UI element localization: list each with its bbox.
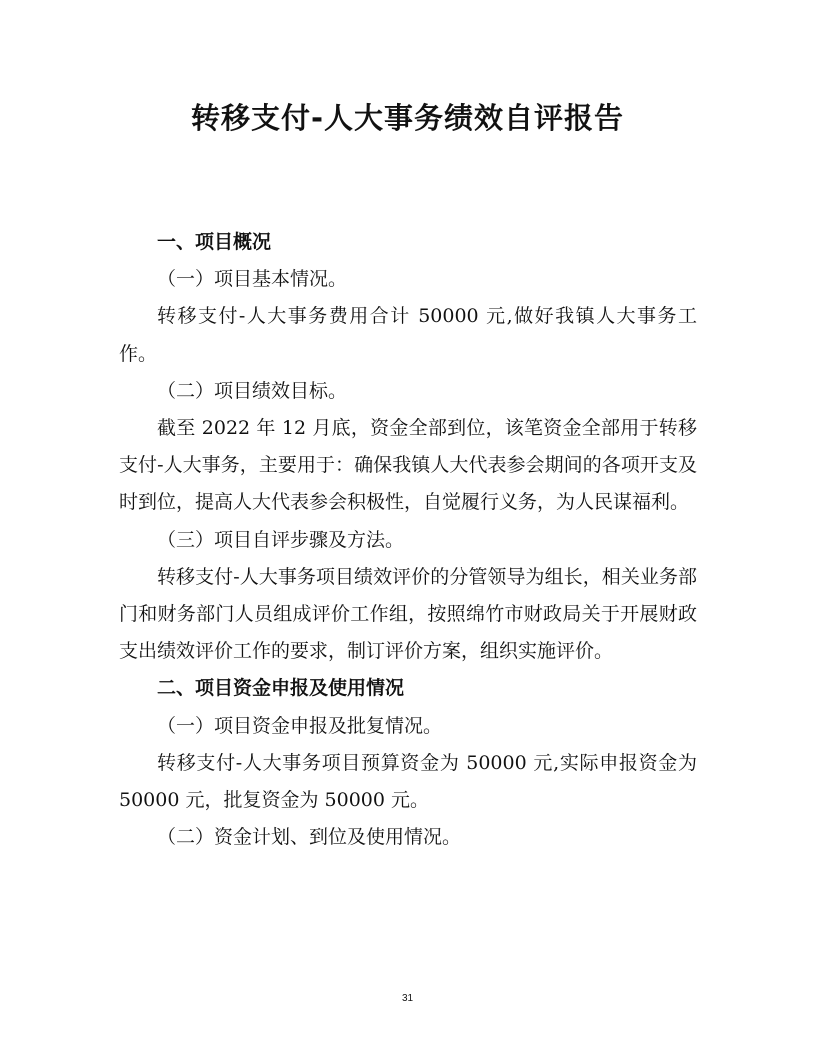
subsection-heading-funding-usage: （二）资金计划、到位及使用情况。 bbox=[157, 826, 462, 849]
subsection-heading-basic-info: （一）项目基本情况。 bbox=[157, 268, 348, 291]
subsection-heading-evaluation-method: （三）项目自评步骤及方法。 bbox=[157, 528, 405, 551]
page-number: 31 bbox=[401, 993, 414, 1004]
document-body bbox=[119, 224, 697, 856]
paragraph-evaluation-method: 转移支付-人大事务项目绩效评价的分管领导为组长，相关业务部门和财务部门人员组成评价工作组，按照绵竹市财政局关于开展财政支出绩效评价工作的要求，制订评价方案，组织实施评价。 bbox=[119, 565, 697, 663]
paragraph-performance-goals: 截至 2022 年 12 月底，资金全部到位，该笔资金全部用于转移支付-人大事务，主要用于：确保我镇人大代表参会期间的各项开支及时到位，提高人大代表参会积极性，自觉履行义务，为人民谋福利。 bbox=[119, 417, 697, 514]
paragraph-funding-approval: 转移支付-人大事务项目预算资金为 50000 元,实际申报资金为 50000 元，批复资金为 50000 元。 bbox=[119, 751, 697, 812]
section-heading-project-overview: 一、项目概况 bbox=[157, 231, 272, 253]
section-heading-funding: 二、项目资金申报及使用情况 bbox=[157, 677, 405, 700]
subsection-heading-funding-approval: （一）项目资金申报及批复情况。 bbox=[157, 714, 443, 737]
document-title: 转移支付-人大事务绩效自评报告 bbox=[190, 101, 625, 135]
subsection-heading-performance-goals: （二）项目绩效目标。 bbox=[157, 379, 348, 402]
paragraph-basic-info: 转移支付-人大事务费用合计 50000 元,做好我镇人大事务工作。 bbox=[119, 305, 697, 365]
